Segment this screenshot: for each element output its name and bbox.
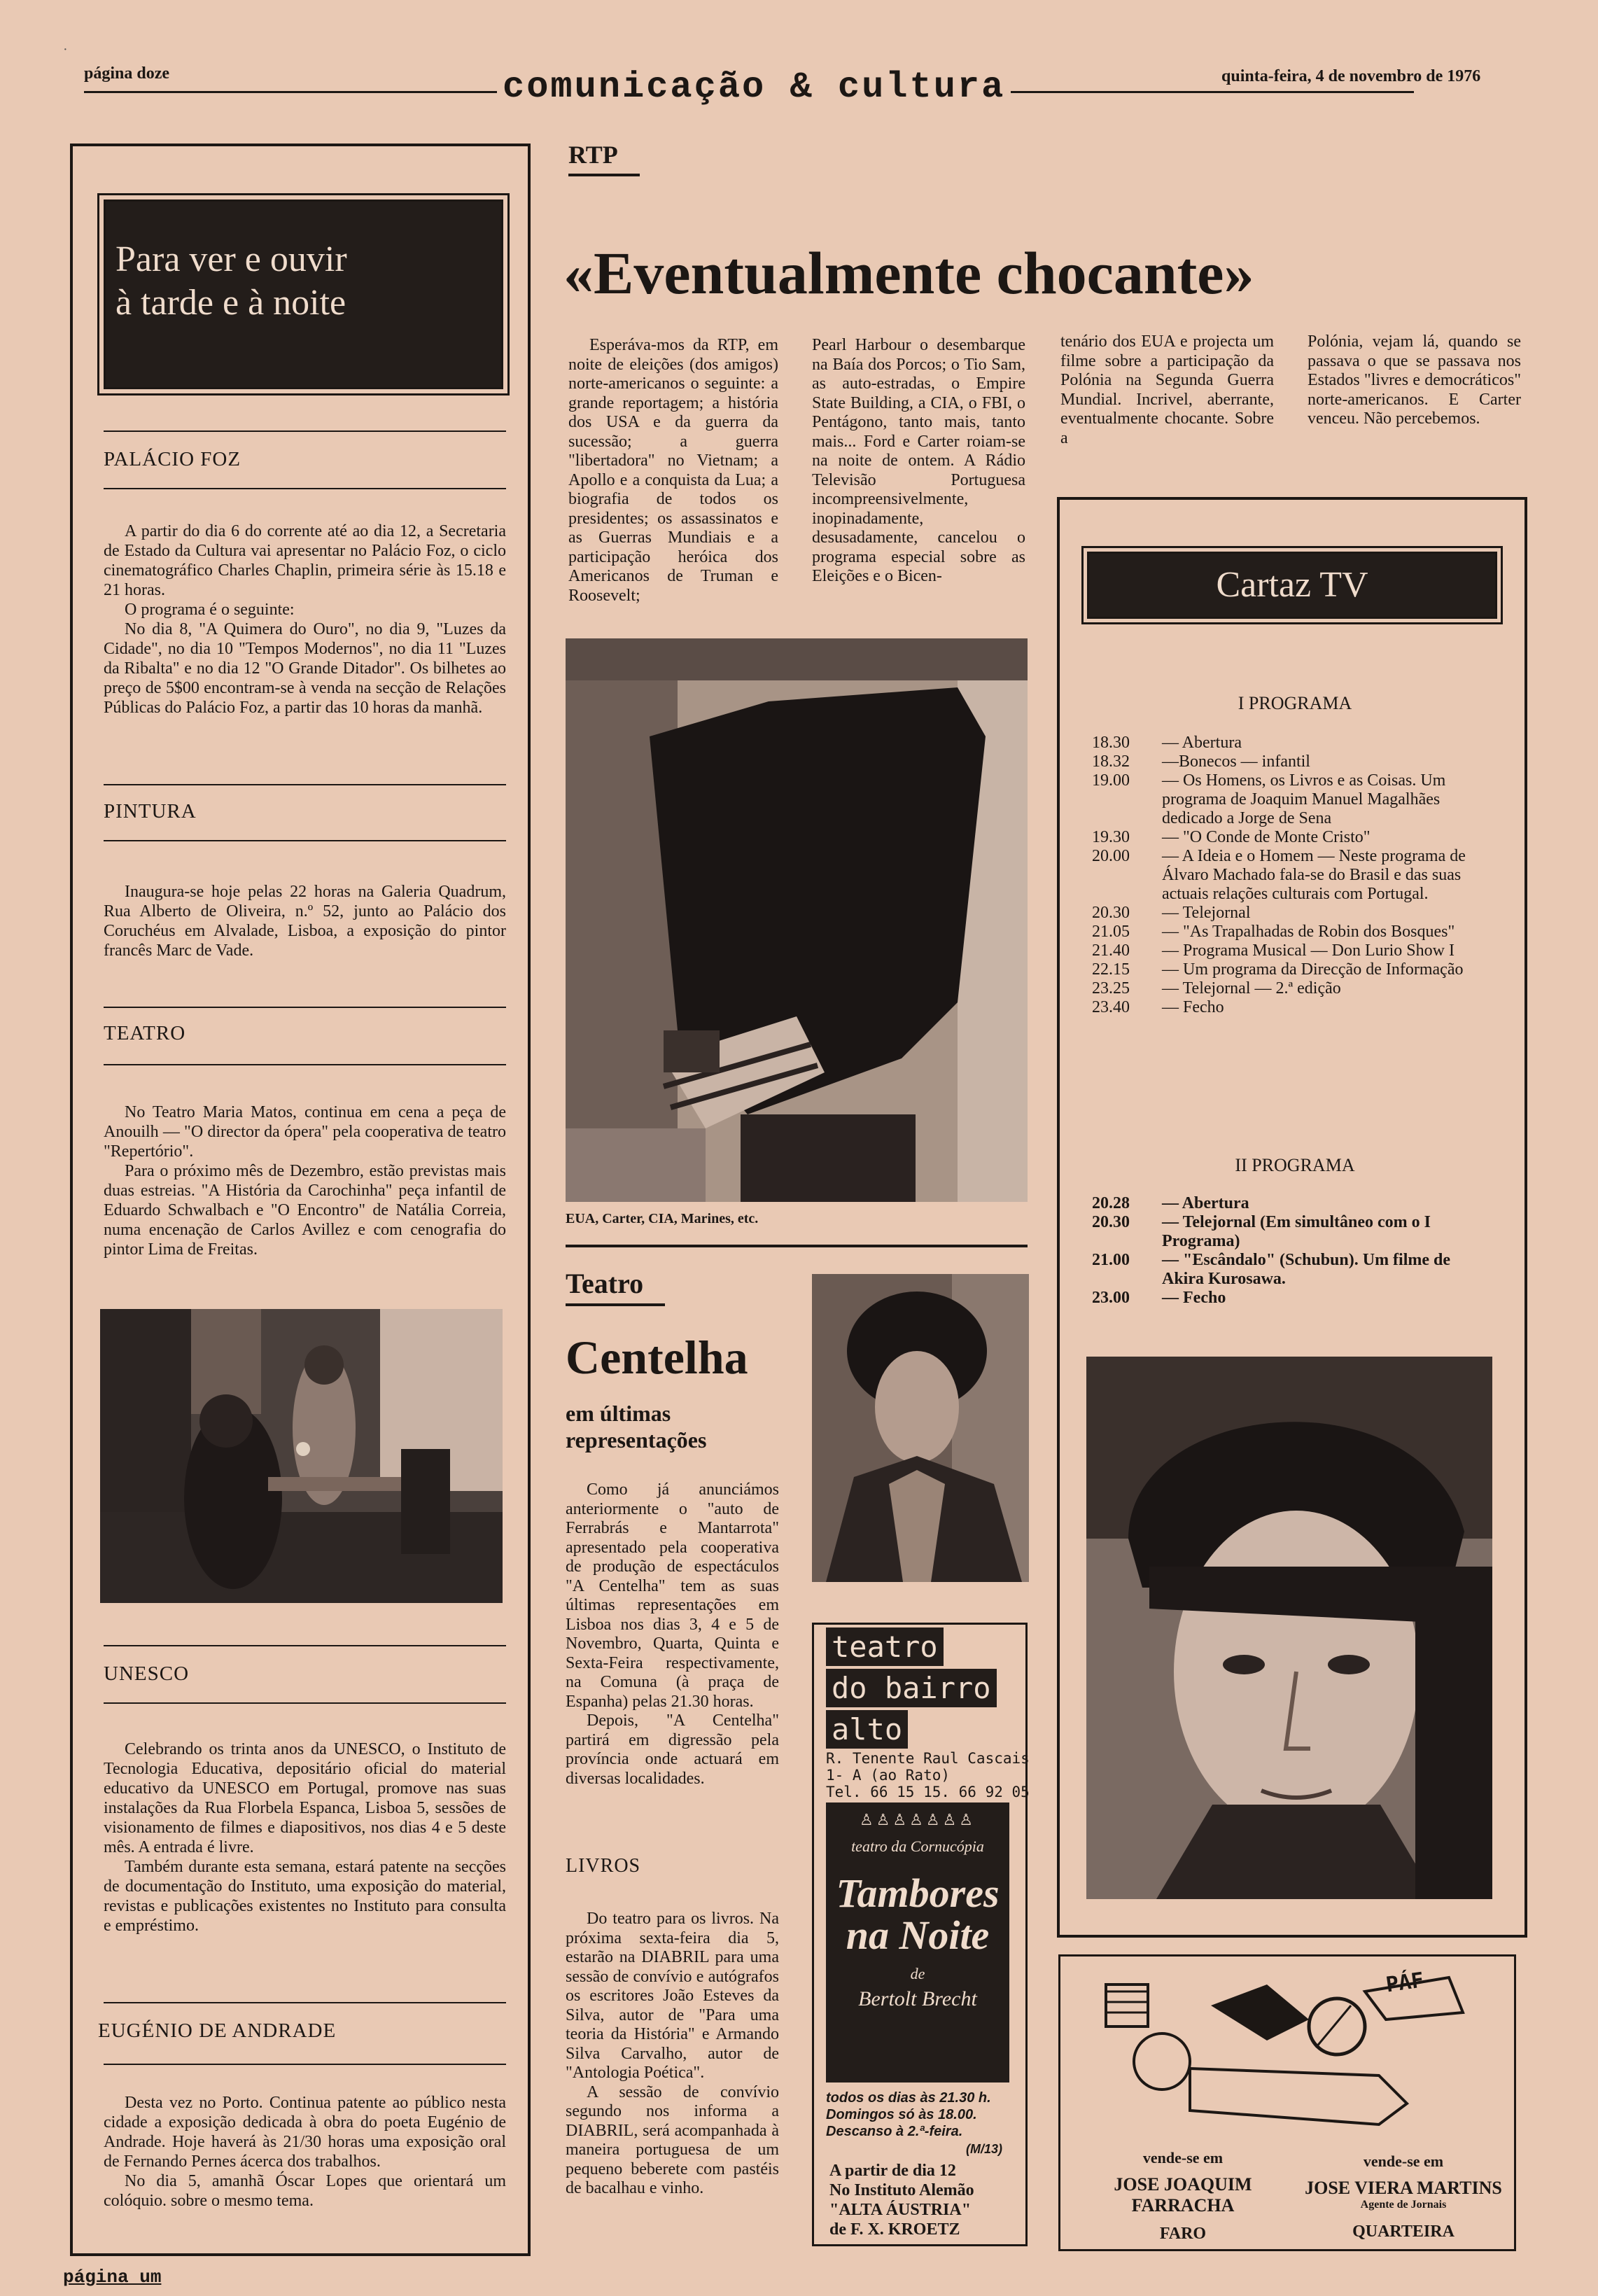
paragraph: O programa é o seguinte: xyxy=(125,601,295,619)
play-rating: (M/13) xyxy=(966,2142,1003,2156)
paragraph: No Teatro Maria Matos, continua em cena a peça de Anouilh — "O director da ópera" pela cooperativa de teatro "Repertório". xyxy=(104,1103,506,1161)
tv-title: — Os Homens, os Livros e as Coisas. Um programa de Joaquim Manuel Magalhães dedicado a Jorge de Sena xyxy=(1162,771,1446,827)
extra-line: de F. X. KROETZ xyxy=(829,2220,960,2239)
section-heading-livros: LIVROS xyxy=(566,1855,641,1877)
tv-time: 23.25 xyxy=(1092,979,1130,997)
theatre-ad-name xyxy=(826,1628,997,1749)
paragraph: Como já anunciámos anteriormente o "auto de Ferrabrás e Mantarrota" apresentado pela cooperativa de produção de espectáculos "A Centelha" tem as suas últimas representações em Lisboa nos dias 3, 4 e 5 de Novembro, Quarta, Quinta e Sexta-Feira respectivamente, na Comuna (à praça de Espanha) pelas 21.30 horas. xyxy=(566,1480,779,1711)
theatre-name-line: alto xyxy=(826,1710,908,1749)
play-author: Bertolt Brecht xyxy=(858,1987,977,2010)
section-heading-eugenio: EUGÉNIO DE ANDRADE xyxy=(98,2019,337,2042)
page-number: página doze xyxy=(84,64,170,83)
play-de: de xyxy=(910,1965,925,1982)
figures-icon: ♙♙♙♙♙♙♙ xyxy=(859,1811,976,1828)
tv-title: — Programa Musical — Don Lurio Show I xyxy=(1162,941,1455,960)
scan-mark: · xyxy=(63,42,68,57)
tv-title: — "Escândalo" (Schubun). Um filme de Akira Kurosawa. xyxy=(1162,1251,1451,1288)
tv-listing xyxy=(1092,847,1492,904)
paragraph: A partir do dia 6 do corrente até ao dia 12, a Secretaria de Estado da Cultura vai apresentar no Palácio Foz, o ciclo cinematográfico Charles Chaplin, primeira série às 15.18 e 21 horas. xyxy=(104,522,506,599)
tv-listing xyxy=(1092,1289,1492,1308)
paragraph: Esperáva-mos da RTP, em noite de eleições (dos amigos) norte-americanos o seguinte: a grande reportagem; a história dos USA e da guerra da sucessão; a guerra "libertadora" no Vietnam; a Apollo e a conquista da Lua; a biografia de todos os presidentes; os assassinatos e as Guerras Mundiais e a participação heróica dos Americanos de Truman e Roosevelt; xyxy=(568,336,778,605)
vendor-name: JOSE VIERA MARTINS xyxy=(1305,2178,1502,2198)
kicker-underline xyxy=(566,1303,665,1306)
vendor-name: JOSE JOAQUIM xyxy=(1114,2174,1252,2194)
program-2-heading: II PROGRAMA xyxy=(1235,1155,1355,1175)
tv-title: — Um programa da Direcção de Informação xyxy=(1162,960,1464,979)
schedule-line: Descanso à 2.ª-feira. xyxy=(826,2124,963,2139)
play-title-line2: na Noite xyxy=(846,1912,990,1958)
footer-stamp: página um xyxy=(63,2267,162,2288)
tv-listing xyxy=(1092,923,1492,941)
play-extra xyxy=(829,2161,974,2239)
paragraph: Inaugura-se hoje pelas 22 horas na Galeria Quadrum, Rua Alberto de Oliveira, n.º 52, junto ao Palácio dos Coruchéus em Alvalade, Lisboa, a exposição do pintor francês Marc de Vade. xyxy=(104,883,506,960)
tv-listing xyxy=(1092,941,1492,960)
tv-title: — Telejornal — 2.ª edição xyxy=(1162,979,1341,997)
rtp-column-3 xyxy=(1060,332,1274,448)
program-2-list xyxy=(1092,1194,1492,1308)
vendor-quarteira xyxy=(1302,2152,1505,2241)
theatre-address xyxy=(826,1750,1030,1800)
vendor-place: FARO xyxy=(1159,2225,1207,2243)
paragraph: A sessão de convívio segundo nos informa a DIABRIL, será acompanhada à maneira portuguesa de um pequeno beberete com pastéis de bacalhau e vinho. xyxy=(566,2082,779,2197)
tv-title: — "As Trapalhadas de Robin dos Bosques" xyxy=(1162,923,1455,941)
pintura-text xyxy=(104,882,506,960)
tv-time: 18.32 xyxy=(1092,752,1130,771)
rtp-headline: «Eventualmente chocante» xyxy=(563,239,1254,307)
section-rule xyxy=(104,1702,506,1704)
tv-listing xyxy=(1092,998,1492,1017)
section-rule xyxy=(104,2002,506,2003)
vendor-faro xyxy=(1092,2149,1274,2244)
address-line: Tel. 66 15 15. 66 92 05 xyxy=(826,1784,1030,1800)
paragraph: Celebrando os trinta anos da UNESCO, o Instituto de Tecnologia Educativa, depositário oficial do material educativo da UNESCO em Portugal, promove nas suas instalações da Rua Florbela Espanca, Lisboa 5, sessões de visionamento de filmes e diapositivos, nos dias 4 e 5 deste mês. A entrada é livre. xyxy=(104,1740,506,1856)
article-divider xyxy=(566,1245,1028,1247)
address-line: 1- A (ao Rato) xyxy=(826,1767,951,1784)
kicker-underline xyxy=(568,174,640,176)
banner-line-2: à tarde e à noite xyxy=(115,283,346,323)
extra-line: A partir de dia 12 xyxy=(829,2162,956,2180)
paragraph: Do teatro para os livros. Na próxima sexta-feira dia 5, estarão na DIABRIL para uma sessão de convívio e autógrafos os escritores João Esteves da Silva, autor de "Para uma teoria da História" e Armando Silva Carvalho, autor de "Antologia Poética". xyxy=(566,1910,779,2082)
paragraph: Desta vez no Porto. Continua patente ao público nesta cidade a exposição dedicada à obra do poeta Eugénio de Andrade. Hoje haverá às 21/30 horas uma exposição oral de Fernando Pernes ácerca dos trabalhos. xyxy=(104,2094,506,2171)
play-title-line1: Tambores xyxy=(836,1870,1000,1916)
extra-line: No Instituto Alemão xyxy=(829,2181,974,2199)
tv-listing xyxy=(1092,1194,1492,1213)
section-rule xyxy=(104,430,506,432)
rtp-kicker: RTP xyxy=(568,141,618,169)
tv-listing xyxy=(1092,1213,1492,1251)
teatro-kicker: Teatro xyxy=(566,1268,644,1299)
section-heading-unesco: UNESCO xyxy=(104,1662,190,1685)
tv-title: — Fecho xyxy=(1162,1289,1226,1307)
tv-time: 23.00 xyxy=(1092,1289,1130,1307)
tv-time: 21.05 xyxy=(1092,923,1130,941)
listings-banner xyxy=(104,200,503,389)
section-rule xyxy=(104,1007,506,1008)
paragraph: Depois, "A Centelha" partirá em digressão pela província onde actuará em diversas localidades. xyxy=(566,1712,779,1788)
section-title: comunicação & cultura xyxy=(497,66,1011,108)
schedule-line: Domingos só às 18.00. xyxy=(826,2107,977,2122)
vendor-role: Agente de Jornais xyxy=(1360,2199,1447,2211)
program-1-heading: I PROGRAMA xyxy=(1238,693,1352,713)
section-heading-palacio-foz: PALÁCIO FOZ xyxy=(104,448,241,470)
tv-time: 19.30 xyxy=(1092,828,1130,846)
extra-line: "ALTA ÁUSTRIA" xyxy=(829,2201,972,2219)
program-1-list xyxy=(1092,734,1492,1017)
schedule-line: todos os dias às 21.30 h. xyxy=(826,2090,991,2106)
tv-time: 23.40 xyxy=(1092,998,1130,1016)
section-heading-pintura: PINTURA xyxy=(104,800,197,822)
tv-time: 22.15 xyxy=(1092,960,1130,979)
rtp-column-4 xyxy=(1308,332,1521,429)
theatre-name-line: do bairro xyxy=(826,1669,997,1707)
tv-listing xyxy=(1092,979,1492,998)
rtp-column-2 xyxy=(812,336,1025,587)
section-rule xyxy=(104,2064,506,2065)
tv-time: 20.30 xyxy=(1092,1213,1130,1231)
tv-title: — Abertura xyxy=(1162,1194,1249,1212)
tv-title: — Fecho xyxy=(1162,998,1224,1016)
section-rule xyxy=(104,1064,506,1065)
actor-photo xyxy=(812,1274,1029,1582)
tv-time: 20.30 xyxy=(1092,904,1130,922)
teatro-article-text xyxy=(566,1480,779,1788)
section-heading-teatro: TEATRO xyxy=(104,1022,186,1044)
paragraph: Pearl Harbour o desembarque na Baía dos Porcos; o Tio Sam, as auto-estradas, o Empire State Building, a CIA, o FBI, o Pentágono, tanto mais, tanto mais... Ford e Carter roiam-se na noite de ontem. A Rádio Televisão Portuguesa incompreensivelmente, inopinadamente, desusadamente, cancelou o programa especial sobre as Eleições e o Bicen- xyxy=(812,336,1025,585)
tv-listing xyxy=(1092,904,1492,923)
theatre-name-line: teatro xyxy=(826,1628,944,1666)
section-rule xyxy=(104,840,506,841)
paragraph: tenário dos EUA e projecta um filme sobre a participação da Polónia na Segunda Guerra Mundial. Incrivel, aberrante, eventualmente chocante. Sobre a xyxy=(1060,332,1274,447)
vendor-label: vende-se em xyxy=(1363,2152,1444,2170)
tv-time: 18.30 xyxy=(1092,734,1130,752)
address-line: R. Tenente Raul Cascais xyxy=(826,1750,1030,1767)
tv-time: 21.40 xyxy=(1092,941,1130,960)
vendor-place: QUARTEIRA xyxy=(1352,2222,1455,2241)
issue-date: quinta-feira, 4 de novembro de 1976 xyxy=(1221,67,1481,85)
paragraph: Polónia, vejam lá, quando se passava o que se passava nos Estados "livres e democráticos" norte-americanos. E Carter venceu. Não percebemos. xyxy=(1308,332,1521,428)
rtp-column-1 xyxy=(568,336,778,606)
teatro-text xyxy=(104,1102,506,1259)
paragraph: No dia 5, amanhã Óscar Lopes que orientará um colóquio. sobre o mesmo tema. xyxy=(104,2172,506,2210)
parade-photo-caption: EUA, Carter, CIA, Marines, etc. xyxy=(566,1211,759,1226)
paragraph: Para o próximo mês de Dezembro, estão previstas mais duas estreias. "A História da Carochinha" peça infantil de Eduardo Schwalbach e "O Encontro" de Natália Correia, numa encenação de Carlos Avillez e com cenografia do pintor Lima de Freitas. xyxy=(104,1162,506,1259)
vendor-name: FARRACHA xyxy=(1131,2195,1235,2216)
cafe-photo xyxy=(100,1309,503,1603)
section-rule xyxy=(104,488,506,489)
tv-title: —Bonecos — infantil xyxy=(1162,752,1310,771)
paragraph: Também durante esta semana, estará patente na secções de documentação do Instituto, uma exposição do material, revistas e publicações existentes no Instituto para consulta e empréstimo. xyxy=(104,1858,506,1935)
livros-text xyxy=(566,1910,779,2199)
tv-listing xyxy=(1092,771,1492,828)
tv-title: — "O Conde de Monte Cristo" xyxy=(1162,828,1371,846)
portrait-photo xyxy=(1086,1357,1492,1899)
eugenio-text xyxy=(104,2093,506,2211)
unesco-text xyxy=(104,1740,506,1935)
theatre-company: teatro da Cornucópia xyxy=(851,1837,984,1855)
tv-title: — Telejornal xyxy=(1162,904,1251,922)
teatro-subhead: em últimas representações xyxy=(566,1401,707,1452)
tv-listing xyxy=(1092,752,1492,771)
play-schedule xyxy=(826,2090,991,2140)
paragraph: No dia 8, "A Quimera do Ouro", no dia 9, "Luzes da Cidade", no dia 10 "Tempos Modernos", no dia 11 "Luzes da Ribalta" e no dia 12 "O Grande Ditador". Os bilhetes ao preço de 5$00 encontram-se à venda na secção de Relações Públicas do Palácio Foz, a partir das 10 horas da manhã. xyxy=(104,620,506,717)
tv-time: 19.00 xyxy=(1092,771,1130,790)
tv-time: 20.00 xyxy=(1092,847,1130,865)
parade-photo xyxy=(566,638,1028,1202)
tv-title: — A Ideia e o Homem — Neste programa de Álvaro Machado fala-se do Brasil e das suas actuais relações culturais com Portugal. xyxy=(1162,847,1466,903)
tv-title: — Abertura xyxy=(1162,734,1242,752)
section-rule xyxy=(104,784,506,785)
tv-listing xyxy=(1092,960,1492,979)
tv-listing xyxy=(1092,734,1492,752)
tv-listing xyxy=(1092,1251,1492,1289)
vendor-label: vende-se em xyxy=(1142,2149,1224,2166)
tv-time: 21.00 xyxy=(1092,1251,1130,1269)
teatro-headline: Centelha xyxy=(566,1331,748,1384)
cartaz-tv-title: Cartaz TV xyxy=(1087,552,1497,619)
play-poster xyxy=(826,1802,1009,2082)
section-rule xyxy=(104,1645,506,1646)
tv-time: 20.28 xyxy=(1092,1194,1130,1212)
tv-listing xyxy=(1092,828,1492,847)
tv-title: — Telejornal (Em simultâneo com o I Programa) xyxy=(1162,1213,1431,1250)
cartoon-illustration xyxy=(1085,1963,1491,2138)
palacio-foz-text xyxy=(104,522,506,718)
banner-line-1: Para ver e ouvir xyxy=(115,239,347,279)
cartoon-bubble: PÁF xyxy=(1384,1968,1426,1998)
